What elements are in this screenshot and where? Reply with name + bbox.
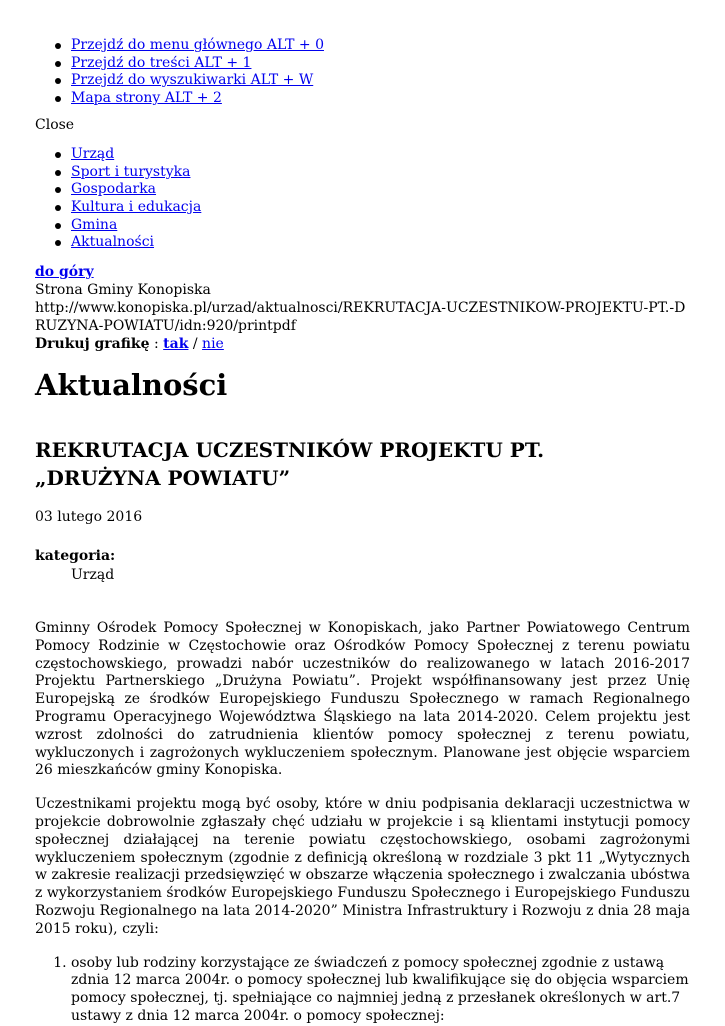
print-graphics-row	[35, 335, 690, 353]
print-graphics-yes-link[interactable]: tak	[163, 335, 189, 352]
skip-link-item	[52, 36, 324, 54]
skip-link-item	[52, 71, 324, 89]
menu-link-sport[interactable]: Sport i turystyka	[71, 163, 191, 180]
menu-item	[52, 180, 201, 198]
article-title: REKRUTACJA UCZESTNIKÓW PROJEKTU PT. „DRUŻYNA POWIATU”	[35, 438, 545, 490]
print-header	[35, 263, 690, 352]
skip-links-list	[52, 36, 324, 107]
skip-link-item	[52, 54, 324, 72]
print-graphics-no-link[interactable]: nie	[202, 335, 224, 352]
print-graphics-label: Drukuj grafikę	[35, 335, 150, 352]
menu-link-gmina[interactable]: Gmina	[71, 216, 118, 233]
menu-link-urzad[interactable]: Urząd	[71, 146, 115, 162]
list-item: 1. osoby lub rodziny korzystające ze świadczeń z pomocy społecznej zgodnie z ustawą zdnia 12 marca 2004r. o pomocy społecznej lub kwalifikujące się do objęcia wsparciem pomocy społecznej, tj. spełniające co najmniej jedną z przesłanek określonych w art.7 ustawy z dnia 12 marca 2004r. o pomocy społecznej:	[71, 955, 690, 1026]
menu-item	[52, 145, 201, 163]
site-name: Strona Gminy Konopiska	[35, 282, 211, 298]
menu-item	[52, 216, 201, 234]
category-value: Urząd	[71, 567, 115, 583]
menu-link-gospodarka[interactable]: Gospodarka	[71, 181, 157, 198]
menu-item	[52, 233, 201, 251]
article-body	[35, 620, 690, 1026]
section-title: Aktualności	[35, 368, 228, 402]
menu-item	[52, 163, 201, 181]
skip-to-main-menu-link[interactable]: Przejdź do menu głównego ALT + 0	[71, 37, 324, 53]
eligibility-list	[35, 955, 690, 1026]
menu-link-aktualnosci[interactable]: Aktualności	[71, 234, 155, 251]
back-to-top-link[interactable]: do góry	[35, 264, 94, 280]
category-label: kategoria:	[35, 548, 116, 564]
print-graphics-sep2: /	[188, 335, 203, 352]
print-url: http://www.konopiska.pl/urzad/aktualnosci/REKRUTACJA-UCZESTNIKOW-PROJEKTU-PT.-DRUZYNA-POWIATU/idn:920/printpdf	[35, 299, 686, 334]
skip-to-content-link[interactable]: Przejdź do treści ALT + 1	[71, 54, 252, 71]
main-menu	[52, 145, 201, 251]
menu-link-kultura[interactable]: Kultura i edukacja	[71, 199, 202, 216]
skip-link-item	[52, 89, 324, 107]
close-label[interactable]: Close	[35, 117, 75, 133]
menu-item	[52, 198, 201, 216]
article-paragraph: Uczestnikami projektu mogą być osoby, które w dniu podpisania deklaracji uczestnictwa w projekcie dobrowolnie zgłaszały chęć udziału w projekcie i są klientami instytucji pomocy społecznej działającej na terenie powiatu częstochowskiego, osobami zagrożonymi wykluczeniem społecznym (zgodnie z definicją określoną w rozdziale 3 pkt 11 „Wytycznych w zakresie realizacji przedsięwzięć w obszarze włączenia społecznego i zwalczania ubóstwa z wykorzystaniem środków Europejskiego Funduszu Społecznego i Europejskiego Funduszu Rozwoju Regionalnego na lata 2014-2020” Ministra Infrastruktury i Rozwoju z dnia 28 maja 2015 roku), czyli:	[35, 796, 690, 937]
skip-to-search-link[interactable]: Przejdź do wyszukiwarki ALT + W	[71, 72, 314, 89]
article-date: 03 lutego 2016	[35, 509, 143, 525]
print-graphics-sep: :	[149, 335, 164, 352]
sitemap-link[interactable]: Mapa strony ALT + 2	[71, 90, 222, 107]
article-paragraph: Gminny Ośrodek Pomocy Społecznej w Konopiskach, jako Partner Powiatowego Centrum Pomocy Rodzinie w Częstochowie oraz Ośrodków Pomocy Społecznej z terenu powiatu częstochowskiego, prowadzi nabór uczestników do realizowanego w latach 2016-2017 Projektu Partnerskiego „Drużyna Powiatu”. Projekt współfinansowany jest przez Unię Europejską ze środków Europejskiego Funduszu Społecznego w ramach Regionalnego Programu Operacyjnego Województwa Śląskiego na lata 2014-2020. Celem projektu jest wzrost zdolności do zatrudnienia klientów pomocy społecznej z terenu powiatu, wykluczonych i zagrożonych wykluczeniem społecznym. Planowane jest objęcie wsparciem 26 mieszkańców gminy Konopiska.	[35, 620, 690, 779]
